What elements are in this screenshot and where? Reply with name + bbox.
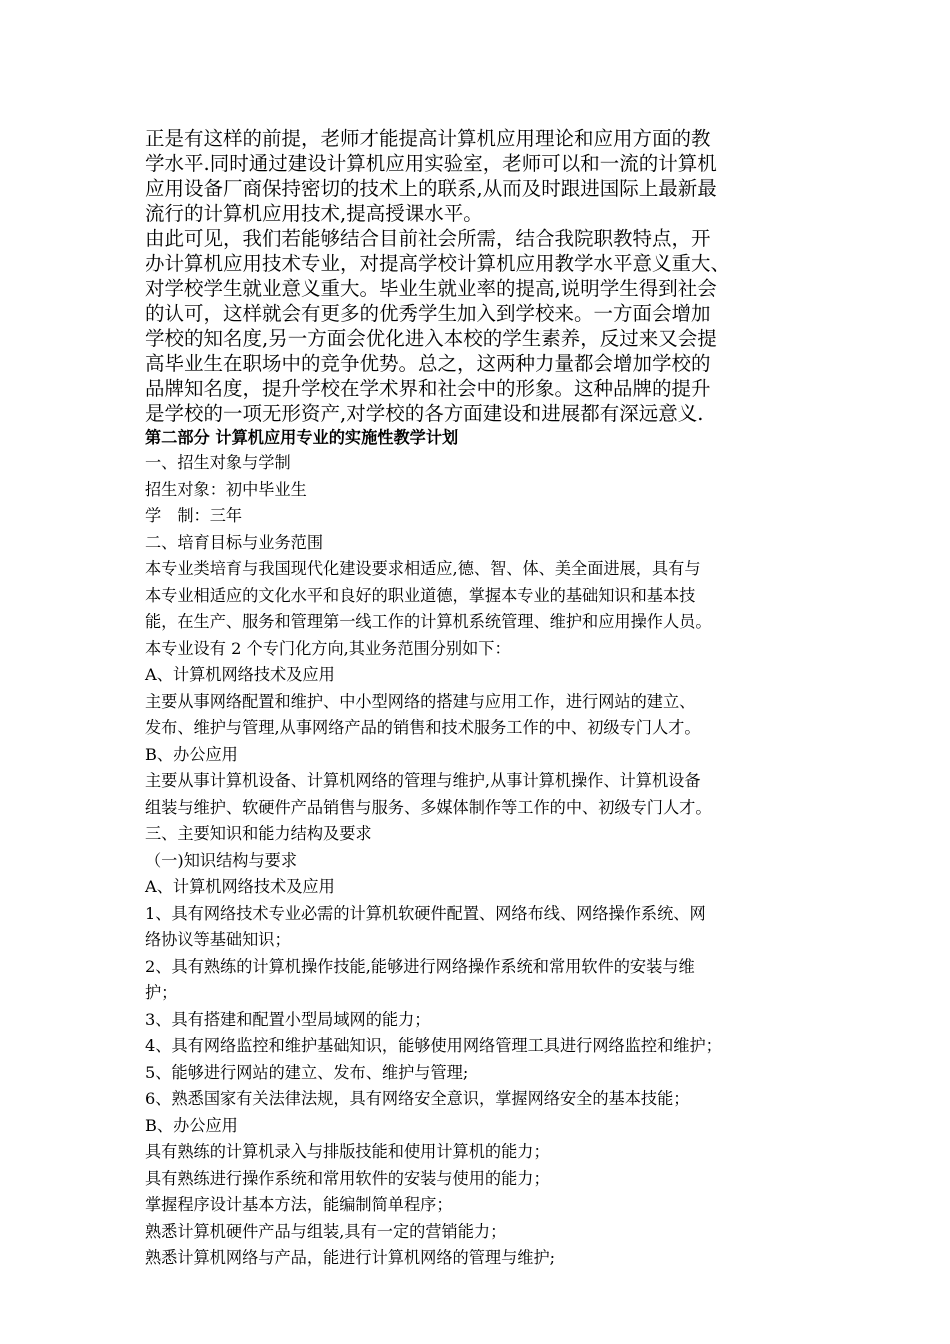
text-line: 组装与维护、软硬件产品销售与服务、多媒体制作等工作的中、初级专门人才。 [145, 797, 712, 817]
text-line: 5、能够进行网站的建立、发布、维护与管理; [145, 1062, 469, 1082]
section-heading: 第二部分 计算机应用专业的实施性教学计划 [145, 428, 459, 447]
intro-paragraph-2 [145, 226, 825, 426]
text-line: 的认可，这样就会有更多的优秀学生加入到学校来。一方面会增加 [145, 302, 711, 325]
text-line: 2、具有熟练的计算机操作技能,能够进行网络操作系统和常用软件的安装与维 [145, 956, 695, 976]
text-line: 办计算机应用技术专业，对提高学校计算机应用教学水平意义重大、 [145, 252, 731, 275]
text-line: 主要从事计算机设备、计算机网络的管理与维护,从事计算机操作、计算机设备 [145, 771, 701, 790]
text-line: 护； [145, 983, 178, 1002]
text-line: 流行的计算机应用技术,提高授课水平。 [145, 202, 483, 225]
text-line: 主要从事网络配置和维护、中小型网络的搭建与应用工作，进行网站的建立、 [145, 691, 696, 711]
text-line: 一、招生对象与学制 [145, 453, 291, 472]
text-line: 3、具有搭建和配置小型局域网的能力； [145, 1009, 431, 1029]
document-page [145, 126, 825, 1272]
text-line: 三、主要知识和能力结构及要求 [145, 824, 372, 843]
text-line: A、计算机网络技术及应用 [145, 877, 335, 896]
text-line: 熟悉计算机网络与产品，能进行计算机网络的管理与维护; [145, 1248, 556, 1267]
text-line: 应用设备厂商保持密切的技术上的联系,从而及时跟进国际上最新最 [145, 177, 717, 200]
text-line: 1、具有网络技术专业必需的计算机软硬件配置、网络布线、网络操作系统、网 [145, 903, 706, 923]
text-line: 能，在生产、服务和管理第一线工作的计算机系统管理、维护和应用操作人员。 [145, 612, 712, 631]
intro-paragraph-1 [145, 126, 825, 226]
body-text [145, 450, 825, 1272]
text-line: 络协议等基础知识； [145, 930, 291, 949]
text-line: （一)知识结构与要求 [145, 850, 298, 870]
text-line: 对学校学生就业意义重大。毕业生就业率的提高,说明学生得到社会 [145, 277, 717, 300]
text-line: 掌握程序设计基本方法，能编制简单程序； [145, 1195, 453, 1214]
text-line: B、办公应用 [145, 744, 238, 764]
text-line: 学校的知名度,另一方面会优化进入本校的学生素养，反过来又会提 [145, 327, 717, 350]
text-line: 本专业相适应的文化水平和良好的职业道德，掌握本专业的基础知识和基本技 [145, 585, 696, 605]
text-line: 学 制：三年 [145, 506, 243, 525]
text-line: 具有熟练进行操作系统和常用软件的安装与使用的能力； [145, 1168, 550, 1188]
text-line: 熟悉计算机硬件产品与组装,具有一定的营销能力； [145, 1221, 507, 1241]
text-line: 正是有这样的前提，老师才能提高计算机应用理论和应用方面的教 [145, 127, 711, 150]
text-line: 是学校的一项无形资产,对学校的各方面建设和进展都有深远意义. [145, 402, 704, 425]
text-line: 发布、维护与管理,从事网络产品的销售和技术服务工作的中、初级专门人才。 [145, 718, 701, 737]
text-line: 6、熟悉国家有关法律法规，具有网络安全意识，掌握网络安全的基本技能； [145, 1089, 690, 1108]
text-line: 学水平.同时通过建设计算机应用实验室，老师可以和一流的计算机 [145, 152, 717, 175]
text-line: 本专业类培育与我国现代化建设要求相适应,德、智、体、美全面进展，具有与 [145, 559, 701, 578]
text-line: 具有熟练的计算机录入与排版技能和使用计算机的能力； [145, 1142, 550, 1161]
text-line: 本专业设有 2 个专门化方向,其业务范围分别如下： [145, 638, 511, 658]
text-line: 招生对象：初中毕业生 [145, 479, 307, 499]
text-line: B、办公应用 [145, 1115, 238, 1135]
text-line: 高毕业生在职场中的竞争优势。总之，这两种力量都会增加学校的 [145, 352, 711, 375]
text-line: A、计算机网络技术及应用 [145, 665, 335, 684]
text-line: 品牌知名度，提升学校在学术界和社会中的形象。这种品牌的提升 [145, 377, 711, 400]
text-line: 二、培育目标与业务范围 [145, 532, 324, 552]
text-line: 4、具有网络监控和维护基础知识，能够使用网络管理工具进行网络监控和维护； [145, 1036, 722, 1055]
text-line: 由此可见，我们若能够结合目前社会所需，结合我院职教特点，开 [145, 227, 711, 250]
